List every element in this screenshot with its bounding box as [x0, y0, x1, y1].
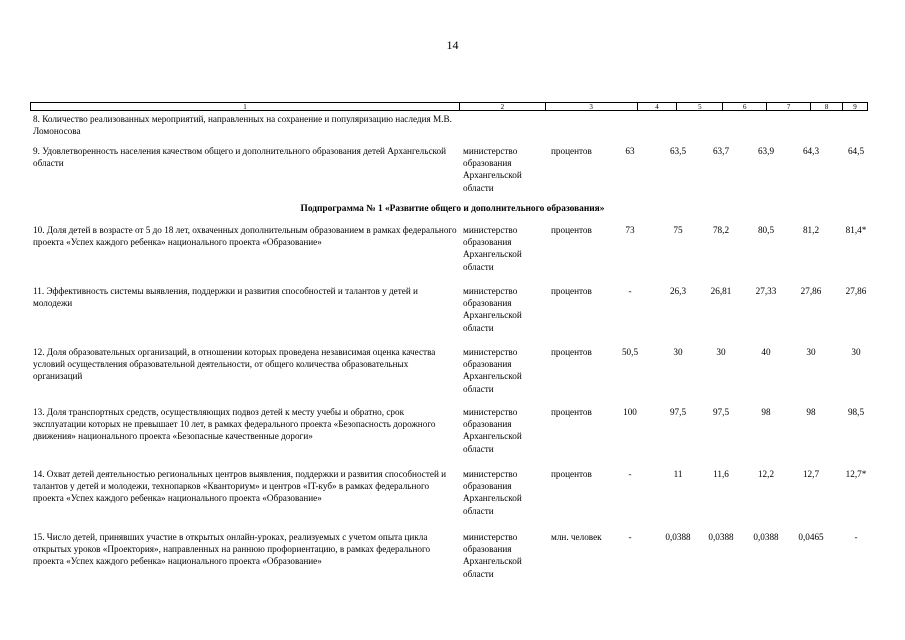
unit-text: млн. человек — [551, 532, 602, 542]
header-col-9: 9 — [853, 103, 857, 111]
value-col-4: 63 — [625, 146, 635, 156]
indicator-text: 10. Доля детей в возрасте от 5 до 18 лет, охваченных дополнительным образованием в рамках федерального проекта «Успех каждого ребенка» национального проекта «Образование» — [33, 225, 457, 248]
value-col-6: 0,0388 — [708, 532, 734, 542]
table-header — [30, 102, 868, 111]
value-col-7: 12,2 — [757, 469, 775, 479]
indicator-text: 8. Количество реализованных мероприятий, направленных на сохранение и популяризацию наследия М.В. Ломоносова — [33, 114, 452, 137]
value-col-8: 81,2 — [802, 225, 820, 235]
indicator-text: 11. Эффективность системы выявления, поддержки и развития способностей и талантов у детей и молодежи — [33, 286, 418, 309]
unit-text: процентов — [551, 347, 592, 357]
header-col-4: 4 — [638, 103, 678, 110]
value-col-5: 11 — [673, 469, 683, 479]
value-col-7: 63,9 — [757, 146, 775, 156]
value-col-8: 0,0465 — [798, 532, 824, 542]
value-col-4: - — [628, 286, 632, 296]
value-col-6: 78,2 — [712, 225, 730, 235]
header-col-3: 3 — [546, 103, 638, 110]
value-col-4: - — [628, 469, 632, 479]
indicator-text: 15. Число детей, принявших участие в открытых онлайн-уроках, реализуемых с учетом опыта цикла открытых уроков «Проектория», направленных на раннюю профориентацию, в рамках федерального проекта «Успех каждого ребенка» национального проекта «Образование» — [33, 532, 431, 567]
indicator-text: 12. Доля образовательных организаций, в отношении которых проведена независимая оценка качества условий осуществления образовательной деятельности, от общего количества образовательных организаций — [33, 347, 436, 382]
executor-text: министерство образования Архангельской области — [463, 286, 522, 333]
value-col-4: 100 — [623, 407, 637, 417]
value-col-7: 40 — [761, 347, 771, 357]
value-col-7: 80,5 — [757, 225, 775, 235]
value-col-8: 64,3 — [802, 146, 820, 156]
header-col-8: 8 — [811, 103, 843, 110]
unit-text: процентов — [551, 146, 592, 156]
header-col-7: 7 — [767, 103, 811, 110]
unit-text: процентов — [551, 469, 592, 479]
value-col-7: 98 — [761, 407, 771, 417]
executor-text: министерство образования Архангельской области — [463, 225, 522, 272]
value-col-9: 12,7* — [845, 469, 867, 479]
header-col-5: 5 — [677, 103, 723, 110]
header-col-1: 1 — [31, 103, 460, 110]
value-col-5: 97,5 — [669, 407, 687, 417]
header-col-6: 6 — [723, 103, 767, 110]
value-col-6: 30 — [716, 347, 726, 357]
page-number: 14 — [446, 38, 459, 52]
value-col-9: - — [854, 532, 858, 542]
value-col-5: 30 — [673, 347, 683, 357]
value-col-9: 98,5 — [847, 407, 865, 417]
executor-text: министерство образования Архангельской области — [463, 532, 522, 579]
value-col-4: 50,5 — [621, 347, 639, 357]
subprogram-title: Подпрограмма № 1 «Развитие общего и дополнительного образования» — [300, 204, 605, 214]
indicator-text: 9. Удовлетворенность населения качеством общего и дополнительного образования детей Архангельской области — [33, 146, 447, 169]
value-col-6: 11,6 — [713, 469, 729, 479]
value-col-5: 26,3 — [669, 286, 687, 296]
value-col-5: 0,0388 — [665, 532, 691, 542]
executor-text: министерство образования Архангельской области — [463, 146, 522, 193]
value-col-6: 26,81 — [710, 286, 732, 296]
executor-text: министерство образования Архангельской области — [463, 347, 522, 394]
header-col-2: 2 — [460, 103, 546, 110]
value-col-4: - — [628, 532, 632, 542]
indicator-text: 13. Доля транспортных средств, осуществляющих подвоз детей к месту учебы и обратно, срок эксплуатации которых не превышает 10 лет, в рамках федерального проекта «Безопасность дорожного движения» национального проекта «Безопасные качественные дороги» — [33, 407, 436, 442]
executor-text: министерство образования Архангельской области — [463, 407, 522, 454]
unit-text: процентов — [551, 407, 592, 417]
unit-text: процентов — [551, 286, 592, 296]
executor-text: министерство образования Архангельской области — [463, 469, 522, 516]
value-col-8: 98 — [806, 407, 816, 417]
value-col-9: 81,4* — [845, 225, 867, 235]
value-col-7: 27,33 — [755, 286, 777, 296]
value-col-6: 63,7 — [712, 146, 730, 156]
value-col-5: 75 — [673, 225, 683, 235]
value-col-4: 73 — [625, 225, 635, 235]
value-col-9: 64,5 — [847, 146, 865, 156]
value-col-7: 0,0388 — [753, 532, 779, 542]
value-col-8: 27,86 — [800, 286, 822, 296]
indicator-text: 14. Охват детей деятельностью региональных центров выявления, поддержки и развития способностей и талантов у детей и молодежи, технопарков «Кванториум» и центров «IT-куб» в рамках федерального проекта «Успех каждого ребенка» национального проекта «Образование» — [33, 469, 447, 504]
value-col-8: 12,7 — [802, 469, 820, 479]
value-col-5: 63,5 — [669, 146, 687, 156]
value-col-9: 30 — [851, 347, 861, 357]
value-col-6: 97,5 — [712, 407, 730, 417]
value-col-9: 27,86 — [845, 286, 867, 296]
unit-text: процентов — [551, 225, 592, 235]
value-col-8: 30 — [806, 347, 816, 357]
